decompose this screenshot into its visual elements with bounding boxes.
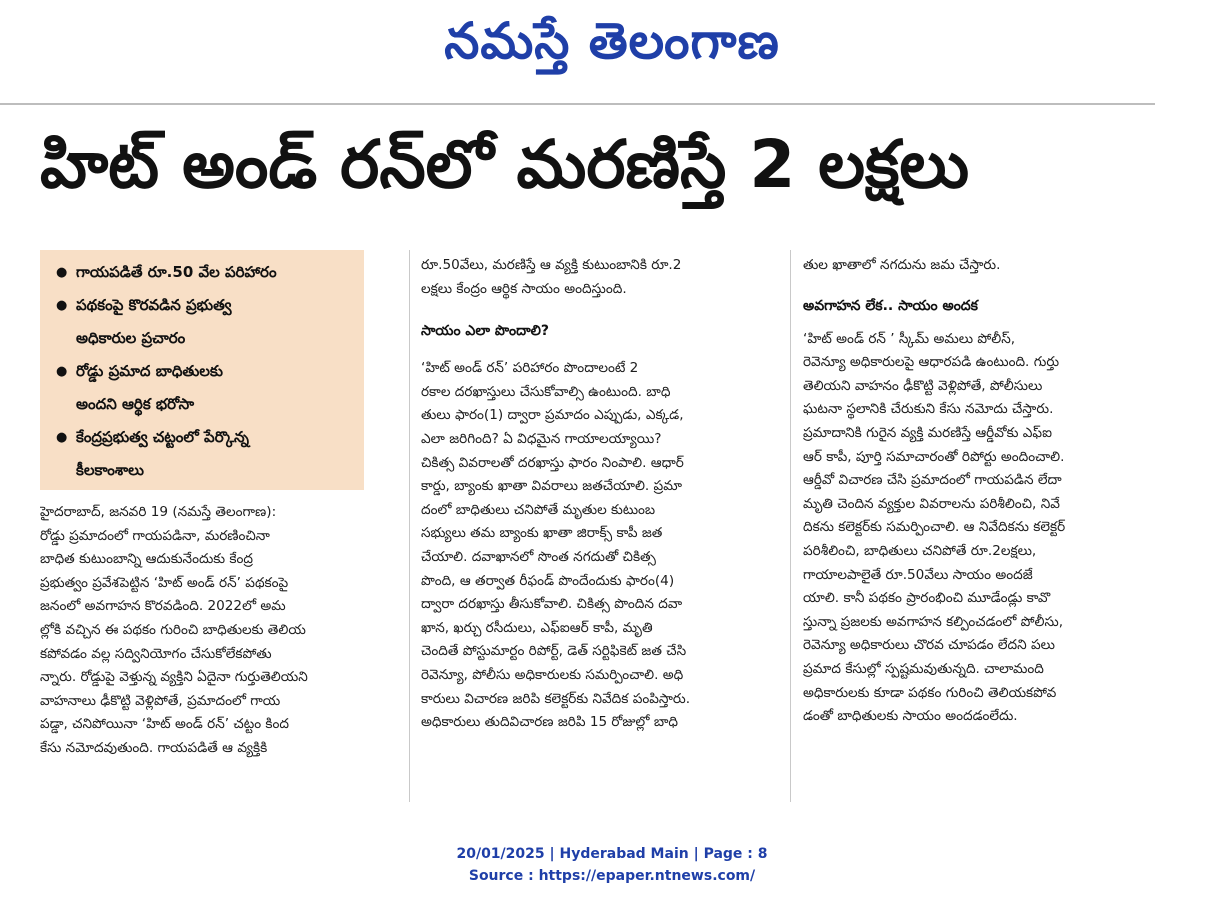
text-line: ద్వారా దరఖాస్తు తీసుకోవాలి. చికిత్స పొందిన దవా xyxy=(421,596,683,613)
masthead-rule xyxy=(0,103,1155,105)
highlights-box xyxy=(40,250,364,490)
text-line: న్నారు. రోడ్డుపై వెళ్తున్న వ్యక్తిని ఏదైనా గుర్తుతెలియని xyxy=(40,669,308,686)
text-line: బాధిత కుటుంబాన్ని ఆదుకునేందుకు కేంద్ర xyxy=(40,551,253,568)
text-line: ప్రమాద కేసుల్లో స్పష్టమవుతున్నది. చాలామంది xyxy=(803,660,1044,677)
text-line: తులు ఫారం(1) ద్వారా ప్రమాదం ఎప్పుడు, ఎక్కడ, xyxy=(421,407,684,424)
highlight-item xyxy=(56,256,358,289)
text-line: కారులు విచారణ జరిపి కలెక్టర్‌కు నివేదిక పంపిస్తారు. xyxy=(421,690,691,707)
text-line: ప్రమాదానికి గురైన వ్యక్తి మరణిస్తే ఆర్డీవోకు ఎఫ్‌ఐ xyxy=(803,424,1052,441)
newspaper-masthead: నమస్తే తెలంగాణ xyxy=(444,12,780,70)
text-line: ఎలా జరిగింది? ఏ విధమైన గాయాలయ్యాయి? xyxy=(421,430,662,447)
text-line: యాలి. కానీ పథకం ప్రారంభించి మూడేండ్లు కావొ xyxy=(803,590,1051,607)
highlight-item xyxy=(56,355,358,421)
text-line: ఆర్‌ కాపీ, పూర్తి సమాచారంతో రిపోర్టు అందించాలి. xyxy=(803,448,1065,465)
text-line: హైదరాబాద్‌, జనవరి 19 (నమస్తే తెలంగాణ): xyxy=(40,504,277,520)
text-line: సభ్యులు తమ బ్యాంకు ఖాతా జిరాక్స్‌ కాపీ జత xyxy=(421,525,663,542)
bullet-icon: ● xyxy=(56,265,68,280)
text-line: ప్రభుత్వం ప్రవేశపెట్టిన ‘హిట్‌ అండ్‌ రన్‌’ పథకంపై xyxy=(40,574,289,591)
text-line: రోడ్డు ప్రమాదంలో గాయపడినా, మరణించినా xyxy=(40,527,270,544)
text-line: ఖాన, ఖర్చు రసీదులు, ఎఫ్‌ఐఆర్‌ కాపీ, మృతి xyxy=(421,619,653,636)
article-column-2 xyxy=(421,254,777,735)
bullet-icon: ● xyxy=(56,430,68,445)
highlight-line: కీలకాంశాలు xyxy=(76,461,144,479)
text-line: కార్డు, బ్యాంకు ఖాతా వివరాలు జతచేయాలి. ప్రమా xyxy=(421,478,682,495)
text-line: రెవెన్యూ అధికారులపై ఆధారపడి ఉంటుంది. గుర్తు xyxy=(803,354,1060,371)
text-line: మృతి చెందిన వ్యక్తుల వివరాలను పరిశీలించి, నివే xyxy=(803,495,1060,512)
text-line: కేసు నమోదవుతుంది. గాయపడితే ఆ వ్యక్తికి xyxy=(40,739,268,756)
article-column-1 xyxy=(40,501,396,761)
text-line: తెలియని వాహనం ఢీకొట్టి వెళ్లిపోతే, పోలీసులు xyxy=(803,377,1043,394)
text-line: రెవెన్యూ, పోలీసు అధికారులకు సమర్పించాలి. అధి xyxy=(421,666,684,683)
column-1-body xyxy=(40,501,396,761)
highlight-line: అందని ఆర్థిక భరోసా xyxy=(76,395,195,413)
column-3-body xyxy=(803,328,1159,729)
footer-date-edition-page: 20/01/2025 | Hyderabad Main | Page : 8 xyxy=(456,846,768,862)
column-2-body xyxy=(421,357,777,735)
text-line: పరిశీలించి, బాధితులు చనిపోతే రూ.2లక్షలు, xyxy=(803,542,1037,559)
text-line: గాయాలపాలైతే రూ.50వేలు సాయం అందజే xyxy=(803,566,1033,583)
subheading-how-to-get-aid: సాయం ఎలా పొందాలి? xyxy=(421,323,550,340)
text-line: దంలో బాధితులు చనిపోతే మృతుల కుటుంబ xyxy=(421,501,656,518)
text-line: తుల ఖాతాలో నగదును జమ చేస్తారు. xyxy=(803,257,1001,273)
text-line: ‘హిట్‌ అండ్‌ రన్‌ ’ స్కీమ్‌ అమలు పోలీస్‌, xyxy=(803,330,1016,347)
text-line: రూ.50వేలు, మరణిస్తే ఆ వ్యక్తి కుటుంబానికి రూ.2 xyxy=(421,257,682,273)
subheading-lack-of-awareness: అవగాహన లేక.. సాయం అందక xyxy=(803,297,978,314)
text-line: ల్లోకి వచ్చిన ఈ పథకం గురించి బాధితులకు తెలియ xyxy=(40,621,306,638)
bullet-icon: ● xyxy=(56,298,68,313)
text-line: లక్షలు కేంద్రం ఆర్థిక సాయం అందిస్తుంది. xyxy=(421,280,627,297)
bullet-icon: ● xyxy=(56,364,68,379)
text-line: ‘హిట్‌ అండ్‌ రన్‌’ పరిహారం పొందాలంటే 2 xyxy=(421,360,639,377)
text-line: వాహనాలు ఢీకొట్టి వెళ్లిపోతే, ప్రమాదంలో గాయ xyxy=(40,692,281,709)
highlight-line: కేంద్రప్రభుత్వ చట్టంలో పేర్కొన్న xyxy=(76,428,250,446)
text-line: రకాల దరఖాస్తులు చేసుకోవాల్సి ఉంటుంది. బాధి xyxy=(421,383,671,400)
column-2-intro xyxy=(421,254,777,301)
text-line: ఆర్డీవో విచారణ చేసి ప్రమాదంలో గాయపడిన లేదా xyxy=(803,472,1062,489)
footer-source-link[interactable]: Source : https://epaper.ntnews.com/ xyxy=(468,868,756,884)
highlight-line: రోడ్డు ప్రమాద బాధితులకు xyxy=(76,362,223,380)
text-line: రెవెన్యూ అధికారులు చొరవ చూపడం లేదని పలు xyxy=(803,637,1055,654)
article-headline: హిట్‌ అండ్‌ రన్‌లో మరణిస్తే 2 లక్షలు xyxy=(40,126,970,203)
text-line: స్తున్నా ప్రజలకు అవగాహన కల్పించడంలో పోలీసు, xyxy=(803,613,1064,630)
text-line: పడ్డా, చనిపోయినా ‘హిట్‌ అండ్‌ రన్‌’ చట్టం కింద xyxy=(40,716,290,733)
highlight-line: గాయపడితే రూ.50 వేల పరిహారం xyxy=(76,263,277,281)
text-line: చెందితే పోస్టుమార్టం రిపోర్ట్‌, డెత్‌ సర్టిఫికెట్‌ జత చేసి xyxy=(421,643,687,660)
column-divider xyxy=(790,250,791,802)
text-line: చేయాలి. దవాఖానలో సొంత నగదుతో చికిత్స xyxy=(421,548,656,565)
text-line: పొంది, ఆ తర్వాత రీఫండ్‌ పొందేందుకు ఫారం(4) xyxy=(421,572,675,589)
text-line: అధికారులకు కూడా పథకం గురించి తెలియకపోవ xyxy=(803,684,1057,701)
column-3-intro xyxy=(803,254,1159,278)
text-line: ఘటనా స్థలానికి చేరుకుని కేసు నమోదు చేస్తారు. xyxy=(803,401,1054,418)
text-line: దికను కలెక్టర్‌కు సమర్పించాలి. ఆ నివేదికను కలెక్టర్‌ xyxy=(803,519,1066,536)
highlight-line: పథకంపై కొరవడిన ప్రభుత్వ xyxy=(76,296,232,314)
highlight-line: అధికారుల ప్రచారం xyxy=(76,329,186,347)
text-line: చికిత్స వివరాలతో దరఖాస్తు ఫారం నింపాలి. ఆధార్‌ xyxy=(421,454,684,471)
text-line: అధికారులు తుదివిచారణ జరిపి 15 రోజుల్లో బాధి xyxy=(421,714,678,731)
highlight-item xyxy=(56,289,358,355)
article-column-3 xyxy=(803,254,1159,729)
highlight-item xyxy=(56,421,358,487)
text-line: కపోవడం వల్ల సద్వినియోగం చేసుకోలేకపోతు xyxy=(40,645,272,662)
text-line: జనంలో అవగాహన కొరవడింది. 2022లో అమ xyxy=(40,598,286,615)
text-line: డంతో బాధితులకు సాయం అందడంలేదు. xyxy=(803,708,1018,725)
column-divider xyxy=(409,250,410,802)
